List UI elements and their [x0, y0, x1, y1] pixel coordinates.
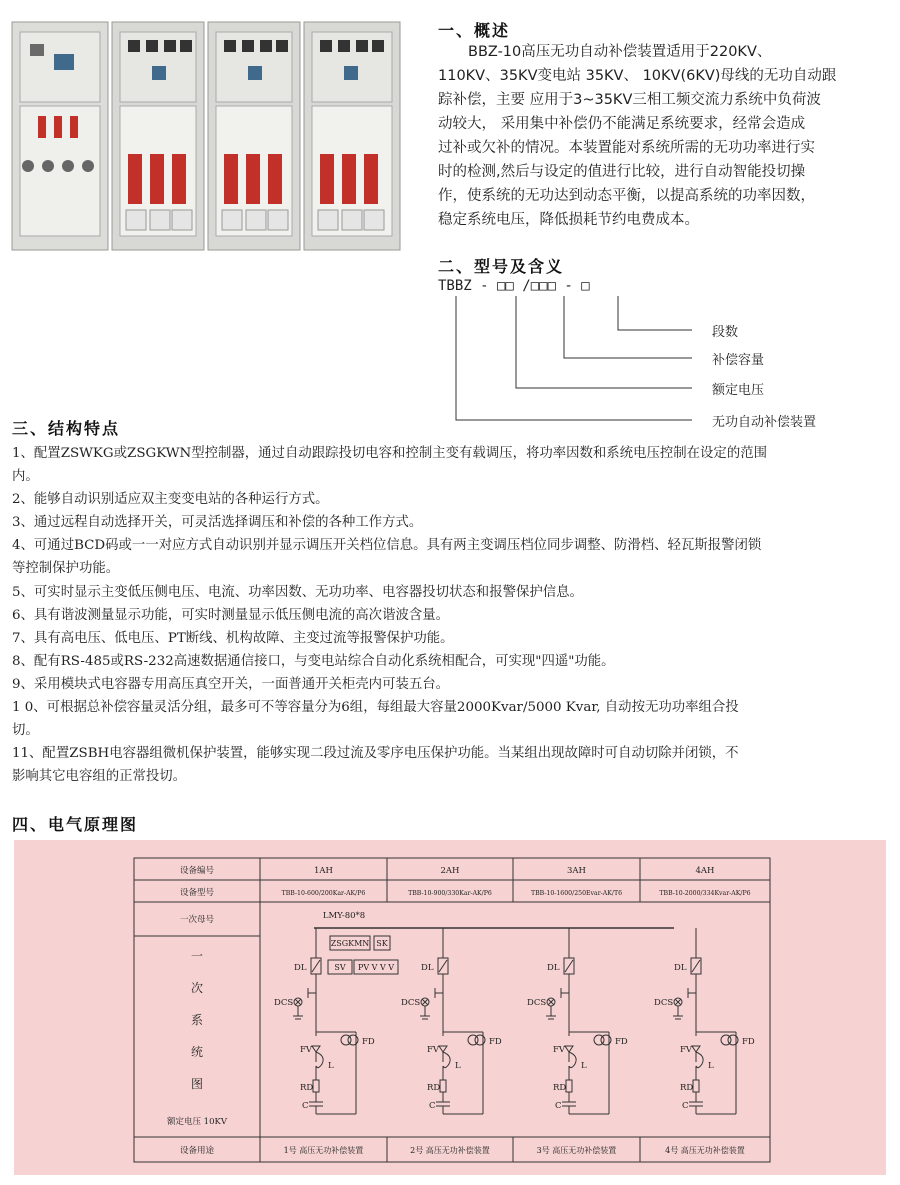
model-legend-lines — [430, 290, 730, 430]
features-title: 三、结构特点 — [12, 419, 121, 438]
capacitor-label: C — [682, 1101, 689, 1111]
feature-line: 1、配置ZSWKG或ZSGKWN型控制器，通过自动跟踪投切电容和控制主变有载调压，将功率因数和系统电压控制在设定的范围 — [12, 446, 767, 461]
breaker-label: DL — [421, 963, 434, 973]
feature-line: 5、可实时显示主变低压侧电压、电流、功率因数、无功功率、电容器投切状态和报警保护信息。 — [12, 584, 583, 600]
column-usage: 2号 高压无功补偿装置 — [410, 1146, 490, 1155]
resistor-icon — [566, 1080, 572, 1092]
dcs-label: DCS — [401, 998, 421, 1008]
fv-label: FV — [553, 1045, 566, 1055]
rd-label: RD — [427, 1083, 441, 1093]
rd-label: RD — [680, 1083, 694, 1093]
reactor-label: L — [708, 1061, 714, 1071]
row-label-model: 设备型号 — [179, 888, 215, 898]
breaker-contact — [692, 960, 700, 972]
column-usage: 4号 高压无功补偿装置 — [665, 1146, 745, 1155]
arrester-icon — [565, 1046, 573, 1052]
fd-label: FD — [615, 1037, 628, 1047]
arrester-icon — [439, 1046, 447, 1052]
reactor-label: L — [455, 1061, 461, 1071]
controller-label-sk: SK — [376, 939, 388, 948]
overview-line: BBZ-10高压无功自动补偿装置适用于220KV、 — [468, 44, 772, 60]
fv-label: FV — [427, 1045, 440, 1055]
overview-line: 踪补偿，主要 应用于3~35KV三相工频交流力系统中负荷波 — [438, 92, 821, 108]
reactor-icon — [569, 1052, 576, 1068]
column-code: 2AH — [440, 866, 460, 876]
reactor-label: L — [328, 1061, 334, 1071]
feature-line: 切。 — [12, 723, 39, 739]
overview-title: 一、概述 — [438, 21, 511, 40]
overview-line: 110KV、35KV变电站 35KV、 10KV(6KV)母线的无功自动跟 — [438, 68, 837, 84]
row-label-bus: 一次母号 — [179, 915, 215, 925]
electrical-diagram — [14, 840, 886, 1175]
legend-voltage: 额定电压 — [712, 383, 765, 398]
feature-line: 2、能够自动识别适应双主变变电站的各种运行方式。 — [12, 492, 329, 508]
row-label-system-2: 次 — [190, 981, 204, 995]
cabinet-2 — [112, 22, 204, 250]
feature-line: 8、配有RS-485或RS-232高速数据通信接口，与变电站综合自动化系统相配合，可实现"四遥"功能。 — [12, 653, 615, 669]
model-title: 二、型号及含义 — [438, 257, 565, 276]
breaker-label: DL — [294, 963, 307, 973]
reactor-label: L — [581, 1061, 587, 1071]
arrester-icon — [312, 1046, 320, 1052]
column-code: 1AH — [314, 866, 333, 876]
column-model: TBB-10-600/200Kar-AK/P6 — [281, 890, 366, 897]
overview-text — [438, 40, 890, 232]
row-label-code: 设备编号 — [179, 866, 215, 876]
breaker-contact — [565, 960, 573, 972]
row-label-system-3: 系 — [190, 1013, 204, 1027]
cabinet-3 — [208, 22, 300, 250]
row-label-voltage: 额定电压 10KV — [166, 1117, 228, 1127]
rd-label: RD — [300, 1083, 314, 1093]
overview-line: 过补或欠补的情况。本装置能对系统所需的无功功率进行实 — [438, 140, 815, 156]
resistor-icon — [693, 1080, 699, 1092]
diagram-title: 四、电气原理图 — [12, 815, 139, 834]
feature-line: 内。 — [12, 469, 39, 485]
fv-label: FV — [300, 1045, 313, 1055]
legend-device: 无功自动补偿装置 — [712, 415, 817, 430]
column-usage: 3号 高压无功补偿装置 — [536, 1146, 617, 1155]
controller-label-sv: SV — [334, 963, 346, 972]
resistor-icon — [313, 1080, 319, 1092]
row-label-usage: 设备用途 — [179, 1146, 215, 1156]
legend-capacity: 补偿容量 — [712, 353, 765, 368]
feature-line: 等控制保护功能。 — [12, 561, 120, 577]
feature-line: 3、通过远程自动选择开关，可灵活选择调压和补偿的各种工作方式。 — [12, 515, 423, 531]
row-label-system-5: 图 — [190, 1077, 204, 1091]
feature-line: 7、具有高电压、低电压、PT断线、机构故障、主变过流等报警保护功能。 — [12, 630, 454, 646]
feature-line: 1 0、可根据总补偿容量灵活分组，最多可不等容量分为6组，每组最大容量2000Kvar/5000 Kvar, 自动按无功功率组合投 — [12, 700, 739, 716]
dcs-label: DCS — [654, 998, 674, 1008]
controller-label-pv: PV V V V — [357, 963, 395, 972]
column-usage: 1号 高压无功补偿装置 — [283, 1146, 364, 1155]
feature-line: 9、采用模块式电容器专用高压真空开关，一面普通开关柜壳内可装五台。 — [12, 676, 450, 692]
column-model: TBB-10-1600/250Evar-AK/T6 — [530, 890, 623, 897]
fv-label: FV — [680, 1045, 693, 1055]
column-model: TBB-10-2000/334Kvar-AK/P6 — [659, 890, 751, 897]
overview-line: 动较大， 采用集中补偿仍不能满足系统要求，经常会造成 — [438, 116, 806, 132]
column-code: 3AH — [567, 866, 586, 876]
model-code: TBBZ - □□ /□□□ - □ — [438, 278, 590, 294]
rd-label: RD — [553, 1083, 567, 1093]
fd-label: FD — [489, 1037, 502, 1047]
feature-line: 11、配置ZSBH电容器组微机保护装置，能够实现二段过流及零序电压保护功能。当某组出现故障时可自动切除并闭锁，不 — [12, 746, 739, 762]
feature-line: 影响其它电容组的正常投切。 — [12, 769, 187, 785]
reactor-icon — [443, 1052, 450, 1068]
breaker-label: DL — [547, 963, 560, 973]
fd-label: FD — [742, 1037, 755, 1047]
cabinet-1 — [12, 22, 108, 250]
feature-line: 6、具有谐波测量显示功能，可实时测量显示低压侧电流的高次谐波含量。 — [12, 607, 450, 623]
row-label-system-1: 一 — [190, 949, 204, 963]
column-code: 4AH — [695, 866, 715, 876]
feature-line: 4、可通过BCD码或一一对应方式自动识别并显示调压开关档位信息。具有两主变调压档位同步调整、防滑档、轻瓦斯报警闭锁 — [12, 538, 762, 554]
breaker-contact — [312, 960, 320, 972]
legend-segments: 段数 — [712, 325, 739, 340]
fd-label: FD — [362, 1037, 375, 1047]
capacitor-label: C — [429, 1101, 436, 1111]
breaker-label: DL — [674, 963, 687, 973]
diagram-panel — [14, 840, 886, 1175]
capacitor-label: C — [302, 1101, 309, 1111]
row-label-system-4: 统 — [190, 1045, 204, 1059]
resistor-icon — [440, 1080, 446, 1092]
reactor-icon — [316, 1052, 323, 1068]
dcs-label: DCS — [527, 998, 547, 1008]
cabinet-4 — [304, 22, 400, 250]
overview-line: 时的检测,然后与设定的值进行比较，进行自动智能投切操 — [438, 164, 806, 180]
arrester-icon — [692, 1046, 700, 1052]
capacitor-label: C — [555, 1101, 562, 1111]
dcs-label: DCS — [274, 998, 294, 1008]
breaker-contact — [439, 960, 447, 972]
features-list — [12, 442, 890, 788]
reactor-icon — [696, 1052, 703, 1068]
controller-label-zsgkmn: ZSGKMN — [330, 939, 370, 948]
bus-label: LMY-80*8 — [322, 911, 366, 921]
overview-line: 稳定系统电压，降低损耗节约电费成本。 — [438, 212, 699, 228]
column-model: TBB-10-900/330Kar-AK/P6 — [408, 890, 492, 897]
overview-line: 作，使系统的无功达到动态平衡，以提高系统的功率因数， — [438, 188, 815, 204]
cabinet-photo — [8, 14, 406, 256]
